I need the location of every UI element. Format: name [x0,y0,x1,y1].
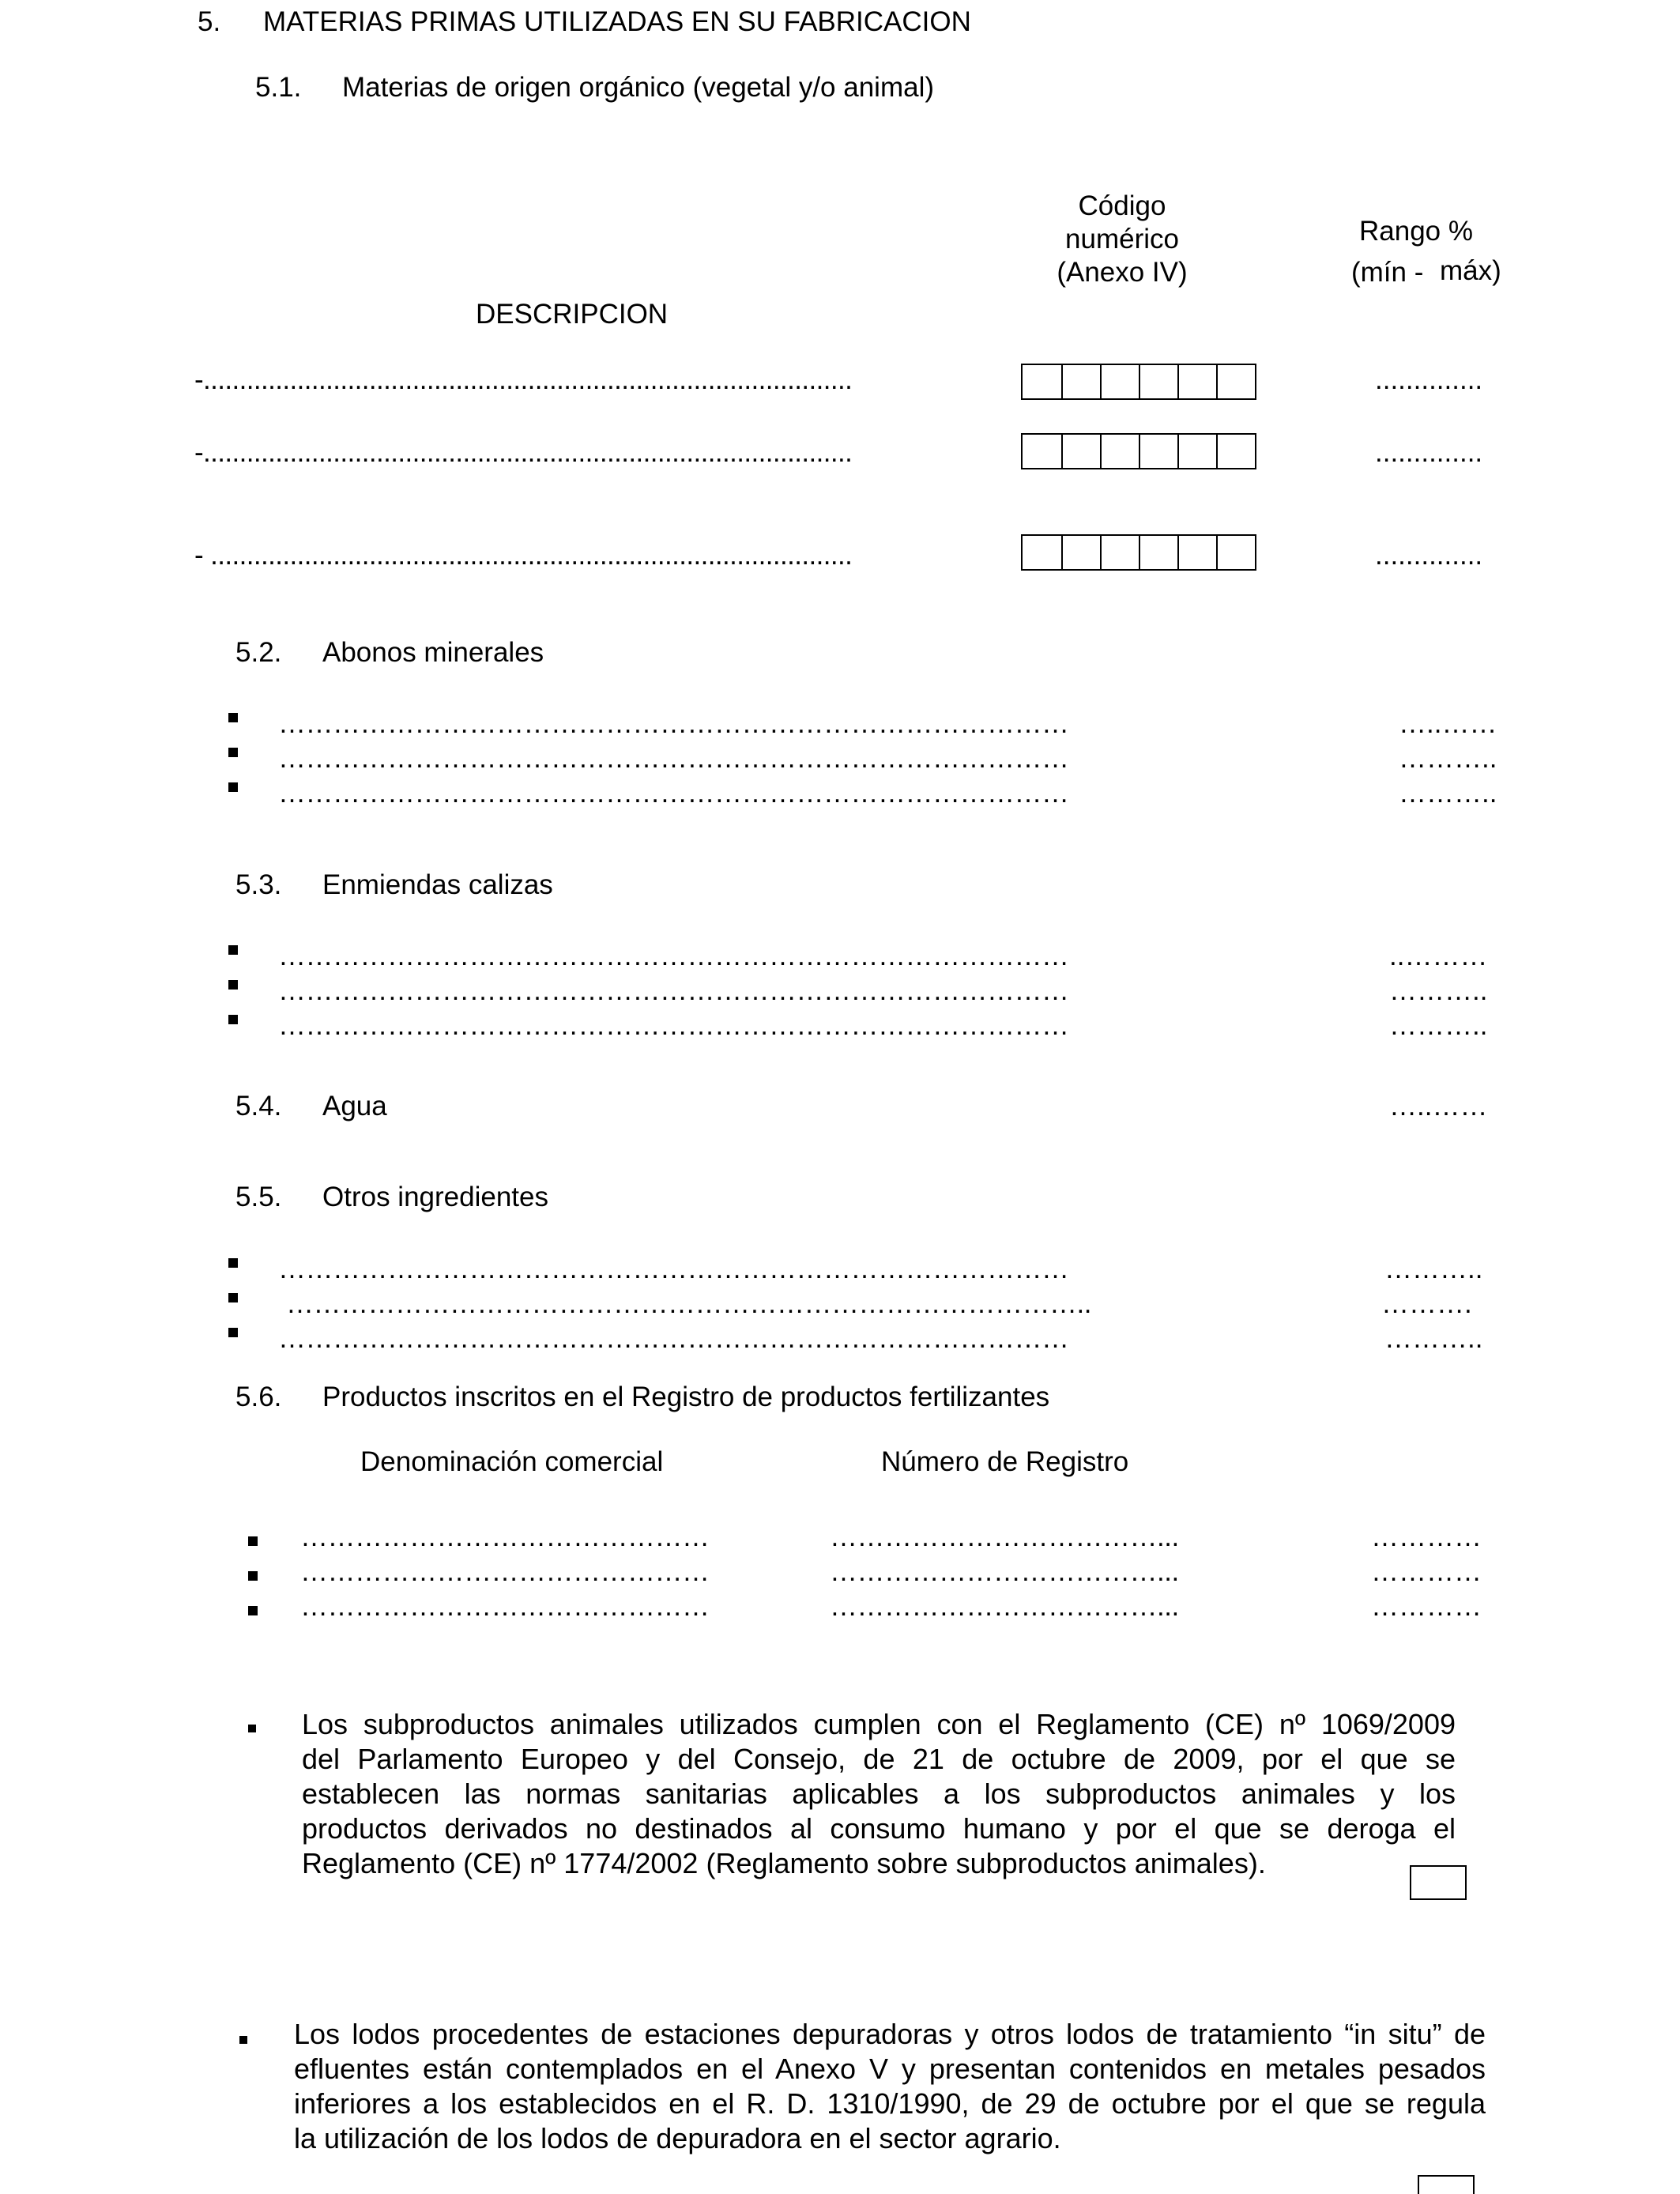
organic-range-field[interactable]: .............. [1375,437,1483,468]
section-title: MATERIAS PRIMAS UTILIZADAS EN SU FABRICACION [263,6,971,37]
mineral-range-field[interactable]: …..…… [1399,708,1497,739]
col-registry-number: Número de Registro [881,1446,1129,1477]
organic-range-field[interactable]: .............. [1375,540,1483,571]
declaration-sewage-sludge [294,2017,1486,2156]
water-range-field[interactable]: …..…… [1389,1091,1488,1122]
subsection-number-5-5: 5.5. [235,1182,282,1212]
bullet-icon [228,945,238,955]
bullet-icon [239,2036,247,2044]
subsection-number-5-4: 5.4. [235,1091,282,1122]
bullet-icon [248,1536,258,1546]
bullet-icon [248,1571,258,1581]
lime-range-field[interactable]: ……….. [1389,1010,1488,1041]
subsection-number-5-6: 5.6. [235,1382,282,1412]
col-range-line1: Rango % [1359,216,1473,247]
subsection-title-5-1: Materias de origen orgánico (vegetal y/o animal) [342,72,934,103]
mineral-desc-field[interactable]: …………………………………………………………………………… [278,778,1069,809]
registry-number-field[interactable]: ………………………………... [830,1556,1179,1587]
subsection-number-5-1: 5.1. [255,72,302,103]
organic-desc-field[interactable]: - ......................................................................................... [194,540,853,571]
col-range-line2: (mín - [1351,257,1424,288]
mineral-desc-field[interactable]: …………………………………………………………………………… [278,708,1069,739]
declaration-line: inferiores a los establecidos en el R. D. 1310/1990, de 29 de octubre por el que se regula [294,2087,1486,2120]
bullet-icon [228,1293,238,1302]
declaration-line: productos derivados no destinados al consumo humano y por el que se deroga el [302,1812,1456,1845]
col-description: DESCRIPCION [476,299,669,330]
declaration-line: efluentes están contemplados en el Anexo V y presentan contenidos en metales pesados [294,2053,1486,2085]
declaration-2-checkbox[interactable] [1418,2175,1475,2194]
subsection-title-5-6: Productos inscritos en el Registro de productos fertilizantes [322,1382,1050,1412]
organic-range-field[interactable]: .............. [1375,364,1483,395]
product-name-field[interactable]: ……………………………………… [300,1556,710,1587]
declaration-line: del Parlamento Europeo y del Consejo, de 21 de octubre de 2009, por el que se [302,1743,1456,1775]
col-range-line3: máx) [1440,255,1501,286]
bullet-icon [228,713,238,722]
col-code-line2: numérico [1065,224,1179,254]
subsection-title-5-4: Agua [322,1091,387,1122]
mineral-range-field[interactable]: ……….. [1399,743,1497,774]
bullet-icon [228,1015,238,1024]
product-name-field[interactable]: ……………………………………… [300,1521,710,1552]
section-number: 5. [198,6,221,37]
other-desc-field[interactable]: …………………………………………………………………………… [278,1323,1069,1354]
registry-number-field[interactable]: ………………………………... [830,1521,1179,1552]
code-box-3[interactable] [1021,534,1256,571]
other-range-field[interactable]: ……….. [1384,1323,1483,1354]
col-commercial-name: Denominación comercial [360,1446,664,1477]
lime-range-field[interactable]: ..……… [1389,941,1488,971]
declaration-animal-byproducts [302,1707,1456,1881]
lime-desc-field[interactable]: …………………………………………………………………………… [278,1010,1069,1041]
subsection-number-5-2: 5.2. [235,637,282,668]
product-range-field[interactable]: ………… [1371,1556,1482,1587]
subsection-title-5-5: Otros ingredientes [322,1182,548,1212]
bullet-icon [228,748,238,757]
other-range-field[interactable]: ……….. [1384,1253,1483,1284]
registry-number-field[interactable]: ………………………………... [830,1591,1179,1622]
code-box-2[interactable] [1021,433,1256,469]
col-code-line1: Código [1078,190,1166,221]
lime-desc-field[interactable]: …………………………………………………………………………… [278,941,1069,971]
bullet-icon [248,1606,258,1615]
subsection-title-5-3: Enmiendas calizas [322,869,553,900]
declaration-line: Los lodos procedentes de estaciones depuradoras y otros lodos de tratamiento “in situ” de [294,2018,1486,2050]
declaration-line: establecen las normas sanitarias aplicables a los subproductos animales y los [302,1777,1456,1810]
bullet-icon [228,782,238,792]
bullet-icon [228,1258,238,1268]
mineral-range-field[interactable]: ……….. [1399,778,1497,809]
subsection-title-5-2: Abonos minerales [322,637,544,668]
organic-desc-field[interactable]: -.......................................................................................... [194,437,853,468]
product-range-field[interactable]: ………… [1371,1591,1482,1622]
organic-desc-field[interactable]: -.......................................................................................... [194,364,853,395]
product-name-field[interactable]: ……………………………………… [300,1591,710,1622]
bullet-icon [228,980,238,990]
declaration-line: Los subproductos animales utilizados cumplen con el Reglamento (CE) nº 1069/2009 [302,1708,1456,1740]
other-desc-field[interactable]: …………………………………………………………………………… [278,1253,1069,1284]
product-range-field[interactable]: ………… [1371,1521,1482,1552]
declaration-line: la utilización de los lodos de depuradora en el sector agrario. [294,2122,1061,2154]
declaration-line: Reglamento (CE) nº 1774/2002 (Reglamento sobre subproductos animales). [302,1847,1266,1879]
code-box-1[interactable] [1021,364,1256,400]
declaration-1-checkbox[interactable] [1410,1865,1467,1900]
lime-range-field[interactable]: ……….. [1389,975,1488,1006]
other-desc-field[interactable]: …………………………………………………………………………….. [286,1288,1091,1319]
subsection-number-5-3: 5.3. [235,869,282,900]
other-range-field[interactable]: ………. [1381,1288,1472,1319]
bullet-icon [228,1328,238,1337]
lime-desc-field[interactable]: …………………………………………………………………………… [278,975,1069,1006]
bullet-icon [248,1725,256,1732]
mineral-desc-field[interactable]: …………………………………………………………………………… [278,743,1069,774]
col-code-line3: (Anexo IV) [1057,257,1188,288]
